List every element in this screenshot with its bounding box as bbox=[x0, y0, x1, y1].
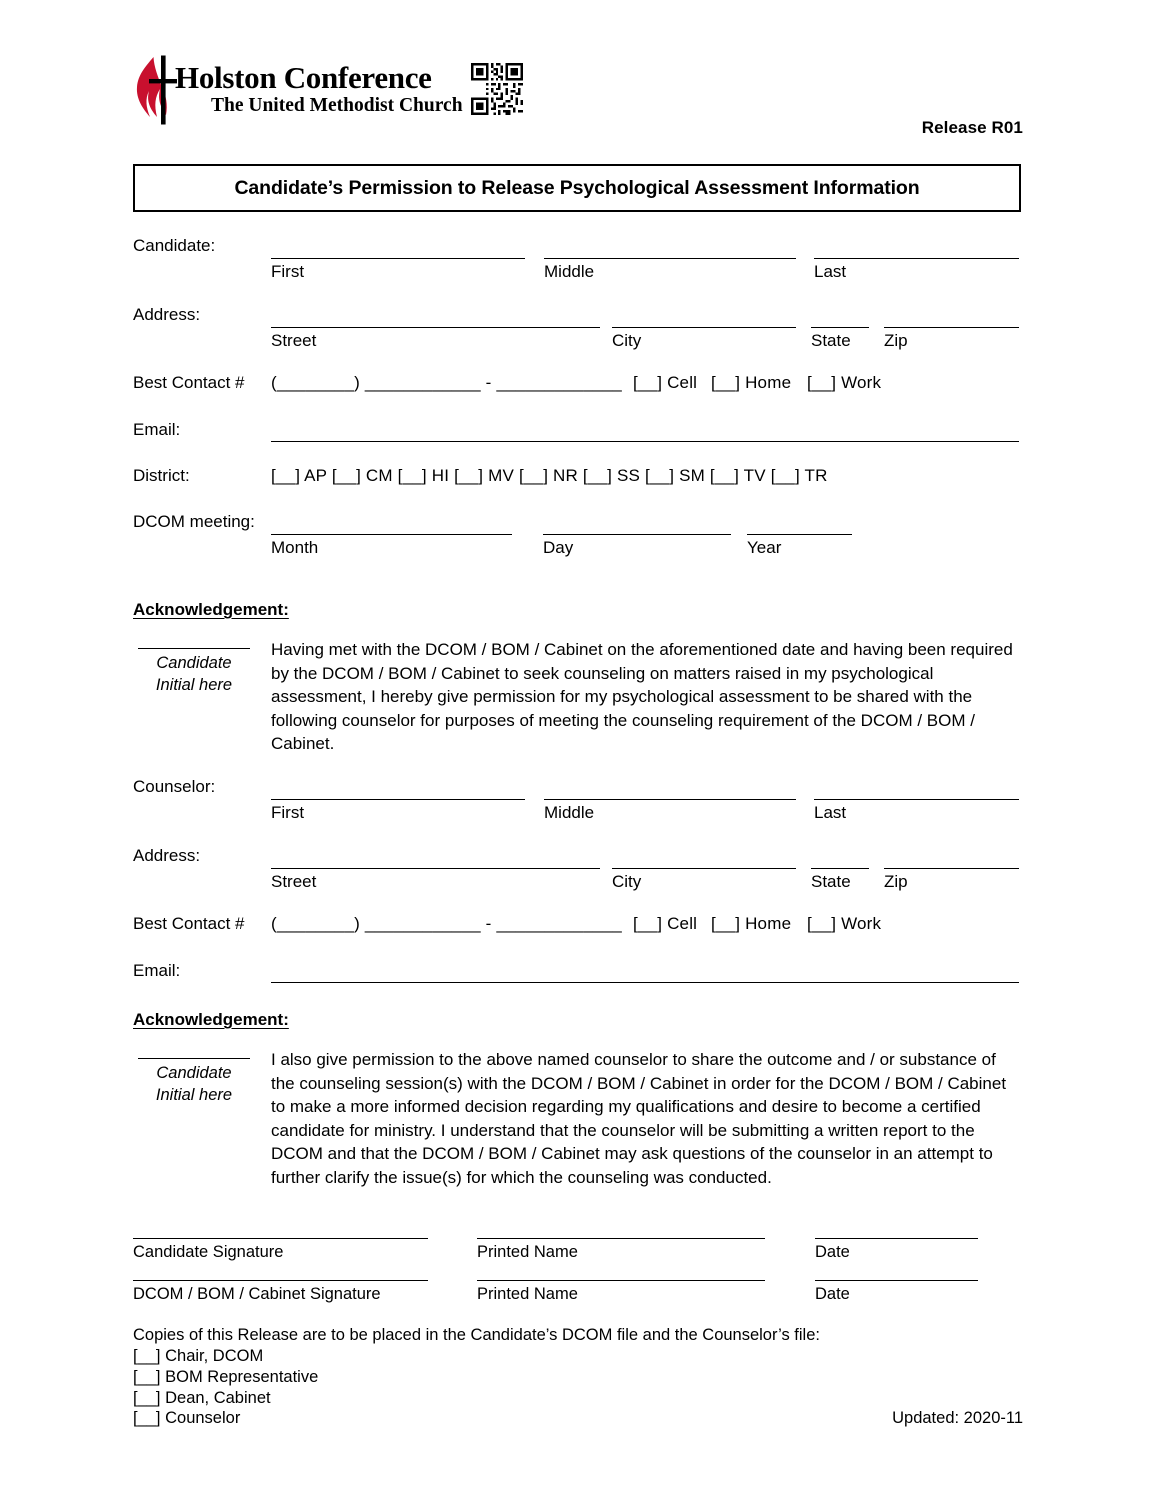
candidate-last-input[interactable] bbox=[814, 258, 1019, 259]
counselor-street-input[interactable] bbox=[271, 868, 600, 869]
counselor-city-input[interactable] bbox=[612, 868, 796, 869]
initial-caption-1b: Initial here bbox=[155, 676, 233, 694]
acknowledgement-1-initial-block[interactable] bbox=[133, 648, 255, 696]
caption-street: Street bbox=[271, 331, 317, 350]
counselor-phone-type-cell[interactable]: [__] Cell bbox=[633, 914, 698, 933]
counselor-phone-input[interactable]: (________) ____________ - _____________ bbox=[271, 914, 622, 933]
release-tag: Release R01 bbox=[921, 118, 1023, 137]
dcom-signature-caption: DCOM / BOM / Cabinet Signature bbox=[133, 1285, 381, 1303]
counselor-phone-type-work[interactable]: [__] Work bbox=[807, 914, 882, 933]
candidate-date-input[interactable] bbox=[815, 1238, 978, 1239]
caption-day: Day bbox=[543, 538, 574, 557]
dcom-date-input[interactable] bbox=[815, 1280, 978, 1281]
dcom-signature-input[interactable] bbox=[133, 1280, 428, 1281]
caption-month: Month bbox=[271, 538, 319, 557]
counselor-contact-label: Best Contact # bbox=[133, 914, 245, 933]
candidate-first-input[interactable] bbox=[271, 258, 525, 259]
dcom-day-input[interactable] bbox=[543, 534, 731, 535]
candidate-initial-1-input[interactable] bbox=[138, 648, 250, 649]
candidate-phone-type-home[interactable]: [__] Home bbox=[711, 373, 792, 392]
district-label: District: bbox=[133, 466, 190, 485]
caption-last: Last bbox=[814, 262, 847, 281]
document-header bbox=[133, 55, 1023, 145]
counselor-last-input[interactable] bbox=[814, 799, 1019, 800]
candidate-email-input[interactable] bbox=[271, 441, 1019, 442]
counselor-zip-input[interactable] bbox=[884, 868, 1019, 869]
candidate-name-label: Candidate: bbox=[133, 236, 216, 255]
acknowledgement-2-body: I also give permission to the above named counselor to share the outcome and / or substance of the counseling session(s) with the DCOM / BOM / Cabinet in order for the DCOM / BOM / Cabinet to make a more informed decision regarding my qualifications and desire to become a certified candidate for ministry. I understand that the counselor will be submitting a written report to the DCOM and that the DCOM / BOM / Cabinet may ask questions of the counselor in an attempt to further clarify the issue(s) for which the counseling was conducted. bbox=[271, 1050, 1007, 1187]
updated-date: Updated: 2020-11 bbox=[892, 1409, 1023, 1427]
caption-city: City bbox=[612, 872, 642, 891]
dcom-year-input[interactable] bbox=[747, 534, 852, 535]
logo-wordmark bbox=[175, 62, 463, 118]
candidate-zip-input[interactable] bbox=[884, 327, 1019, 328]
counselor-email-label: Email: bbox=[133, 961, 181, 980]
caption-first: First bbox=[271, 262, 305, 281]
counselor-middle-input[interactable] bbox=[544, 799, 796, 800]
candidate-street-input[interactable] bbox=[271, 327, 600, 328]
candidate-printed-name-caption: Printed Name bbox=[477, 1243, 578, 1261]
form-title-box bbox=[133, 164, 1021, 212]
caption-first: First bbox=[271, 803, 305, 822]
caption-city: City bbox=[612, 331, 642, 350]
caption-year: Year bbox=[747, 538, 782, 557]
dcom-printed-name-input[interactable] bbox=[477, 1280, 765, 1281]
caption-zip: Zip bbox=[884, 331, 908, 350]
dcom-meeting-label: DCOM meeting: bbox=[133, 512, 255, 531]
candidate-email-label: Email: bbox=[133, 420, 181, 439]
counselor-name-label: Counselor: bbox=[133, 777, 216, 796]
counselor-phone-type-home[interactable]: [__] Home bbox=[711, 914, 792, 933]
initial-caption-2b: Initial here bbox=[155, 1086, 233, 1104]
candidate-middle-input[interactable] bbox=[544, 258, 796, 259]
counselor-state-input[interactable] bbox=[811, 868, 869, 869]
caption-state: State bbox=[811, 331, 851, 350]
footer-item-chair-dcom[interactable]: [__] Chair, DCOM bbox=[133, 1347, 264, 1365]
caption-zip: Zip bbox=[884, 872, 908, 891]
dcom-date-caption: Date bbox=[815, 1285, 850, 1303]
candidate-contact-label: Best Contact # bbox=[133, 373, 245, 392]
initial-caption-2a: Candidate bbox=[156, 1064, 232, 1082]
candidate-state-input[interactable] bbox=[811, 327, 869, 328]
candidate-city-input[interactable] bbox=[612, 327, 796, 328]
logo-line-1: Holston Conference bbox=[175, 60, 432, 95]
candidate-signature-input[interactable] bbox=[133, 1238, 428, 1239]
caption-street: Street bbox=[271, 872, 317, 891]
candidate-phone-type-work[interactable]: [__] Work bbox=[807, 373, 882, 392]
candidate-date-caption: Date bbox=[815, 1243, 850, 1261]
acknowledgement-2-heading: Acknowledgement: bbox=[133, 1010, 289, 1029]
acknowledgement-1-body: Having met with the DCOM / BOM / Cabinet on the aforementioned date and having been required by the DCOM / BOM / Cabinet to seek counseling on matters raised in my psychological assessment, I hereby give permission for my psychological assessment to be shared with the following counselor for purposes of meeting the counseling requirement of the DCOM / BOM / Cabinet. bbox=[271, 640, 1013, 753]
footer-item-bom-representative[interactable]: [__] BOM Representative bbox=[133, 1368, 319, 1386]
holston-conference-logo bbox=[133, 55, 523, 125]
district-options[interactable]: [__] AP [__] CM [__] HI [__] MV [__] NR [__] SS [__] SM [__] TV [__] TR bbox=[271, 466, 828, 485]
candidate-signature-caption: Candidate Signature bbox=[133, 1243, 284, 1261]
counselor-email-input[interactable] bbox=[271, 982, 1019, 983]
footer-item-counselor[interactable]: [__] Counselor bbox=[133, 1409, 241, 1427]
footer-note: Copies of this Release are to be placed in the Candidate’s DCOM file and the Counselor’s file: bbox=[133, 1326, 820, 1344]
dcom-printed-name-caption: Printed Name bbox=[477, 1285, 578, 1303]
acknowledgement-1-heading: Acknowledgement: bbox=[133, 600, 289, 619]
page-title: Candidate’s Permission to Release Psychological Assessment Information bbox=[234, 176, 920, 199]
cross-and-flame-icon bbox=[133, 55, 177, 125]
footer-item-dean-cabinet[interactable]: [__] Dean, Cabinet bbox=[133, 1389, 271, 1407]
candidate-address-label: Address: bbox=[133, 305, 201, 324]
caption-last: Last bbox=[814, 803, 847, 822]
candidate-phone-input[interactable]: (________) ____________ - _____________ bbox=[271, 373, 622, 392]
counselor-address-label: Address: bbox=[133, 846, 201, 865]
caption-state: State bbox=[811, 872, 851, 891]
qr-code-icon bbox=[471, 63, 523, 115]
caption-middle: Middle bbox=[544, 803, 595, 822]
acknowledgement-2-initial-block[interactable] bbox=[133, 1058, 255, 1106]
candidate-printed-name-input[interactable] bbox=[477, 1238, 765, 1239]
dcom-month-input[interactable] bbox=[271, 534, 512, 535]
caption-middle: Middle bbox=[544, 262, 595, 281]
counselor-first-input[interactable] bbox=[271, 799, 525, 800]
initial-caption-1a: Candidate bbox=[156, 654, 232, 672]
candidate-initial-2-input[interactable] bbox=[138, 1058, 250, 1059]
candidate-phone-type-cell[interactable]: [__] Cell bbox=[633, 373, 698, 392]
logo-line-2: The United Methodist Church bbox=[211, 95, 463, 116]
